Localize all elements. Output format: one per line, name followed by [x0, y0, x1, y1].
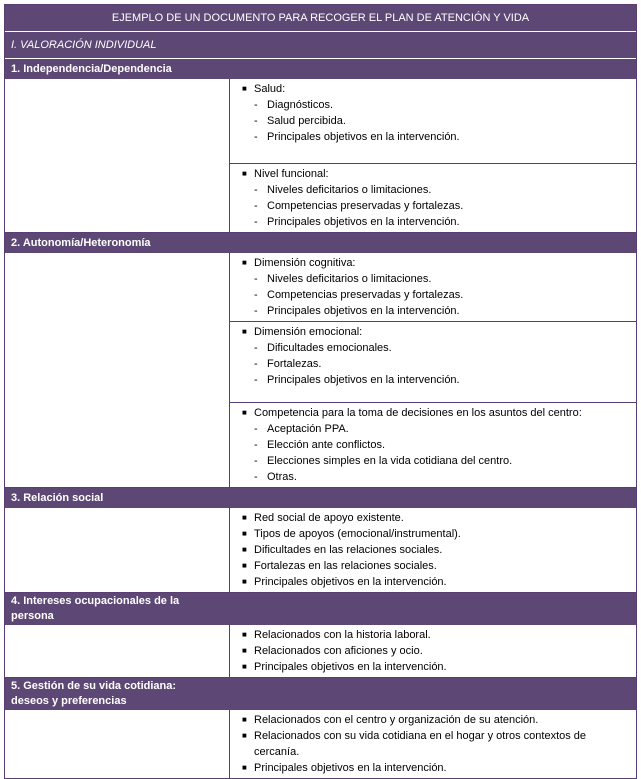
block-decisions: [230, 403, 636, 487]
list-item: Principales objetivos en la intervención.: [254, 661, 447, 673]
empty-cell: [5, 710, 230, 778]
block-head: Competencia para la toma de decisiones en los asuntos del centro:: [254, 407, 582, 419]
dash-icon: -: [254, 99, 258, 111]
dash-icon: -: [254, 131, 258, 143]
section-content-1: [230, 79, 636, 232]
dash-icon: -: [254, 358, 258, 370]
list-item: Elecciones simples en la vida cotidiana del centro.: [267, 455, 513, 467]
bullet-square-icon: ■: [242, 84, 247, 93]
list-item: Aceptación PPA.: [267, 423, 349, 435]
list-item: Relacionados con su vida cotidiana en el hogar y otros contextos de cercanía.: [254, 730, 587, 758]
bullet-square-icon: ■: [242, 545, 247, 554]
block-health: [230, 79, 636, 164]
bullet-square-icon: ■: [242, 577, 247, 586]
bullet-square-icon: ■: [242, 258, 247, 267]
bullet-square-icon: ■: [242, 731, 247, 740]
block-head: Dimensión cognitiva:: [254, 257, 356, 269]
block-head: Salud:: [254, 83, 286, 95]
section-content-2: [230, 253, 636, 487]
list-item: Tipos de apoyos (emocional/instrumental).: [254, 528, 461, 540]
section-content-4: [230, 625, 636, 677]
dash-icon: -: [254, 471, 258, 483]
dash-icon: -: [254, 273, 258, 285]
section-heading-1: 1. Independencia/Dependencia: [5, 59, 636, 79]
list-item: Niveles deficitarios o limitaciones.: [267, 184, 432, 196]
list-item: Principales objetivos en la intervención.: [254, 576, 447, 588]
bullet-square-icon: ■: [242, 408, 247, 417]
list-item: Relacionados con la historia laboral.: [254, 629, 431, 641]
list-item: Relacionados con aficiones y ocio.: [254, 645, 423, 657]
list-item: Competencias preservadas y fortalezas.: [267, 200, 464, 212]
care-plan-table: [4, 4, 637, 779]
list-item: Principales objetivos en la intervención.: [267, 374, 460, 386]
dash-icon: -: [254, 115, 258, 127]
list-item: Principales objetivos en la intervención.: [267, 305, 460, 317]
list-item: Fortalezas.: [267, 358, 322, 370]
dash-icon: -: [254, 305, 258, 317]
bullet-square-icon: ■: [242, 327, 247, 336]
list-item: Elección ante conflictos.: [267, 439, 386, 451]
empty-cell: [5, 508, 230, 592]
bullet-square-icon: ■: [242, 529, 247, 538]
list-item: Niveles deficitarios o limitaciones.: [267, 273, 432, 285]
list-item: Relacionados con el centro y organización de su atención.: [254, 714, 539, 726]
section-content-3: [230, 508, 636, 592]
list-item: Dificultades emocionales.: [267, 342, 392, 354]
empty-cell: [5, 253, 230, 487]
section-heading-3: 3. Relación social: [5, 488, 636, 508]
bullet-square-icon: ■: [242, 763, 247, 772]
dash-icon: -: [254, 455, 258, 467]
section-subtitle: I. VALORACIÓN INDIVIDUAL: [5, 32, 636, 59]
block-emotional: [230, 322, 636, 403]
list-item: Principales objetivos en la intervención.: [267, 131, 460, 143]
dash-icon: -: [254, 439, 258, 451]
list-item: Fortalezas en las relaciones sociales.: [254, 560, 437, 572]
block-cognitive: [230, 253, 636, 322]
list-item: Principales objetivos en la intervención.: [254, 762, 447, 774]
bullet-square-icon: ■: [242, 646, 247, 655]
bullet-square-icon: ■: [242, 630, 247, 639]
block-head: Nivel funcional:: [254, 168, 329, 180]
section-content-5: [230, 710, 636, 778]
block-head: Dimensión emocional:: [254, 326, 363, 338]
list-item: Dificultades en las relaciones sociales.: [254, 544, 443, 556]
list-item: Diagnósticos.: [267, 99, 334, 111]
section-heading-4: 4. Intereses ocupacionales de la persona: [5, 593, 222, 625]
list-item: Red social de apoyo existente.: [254, 512, 404, 524]
dash-icon: -: [254, 289, 258, 301]
dash-icon: -: [254, 200, 258, 212]
list-item: Salud percibida.: [267, 115, 346, 127]
dash-icon: -: [254, 374, 258, 386]
section-row-4: [5, 625, 636, 678]
list-item: Competencias preservadas y fortalezas.: [267, 289, 464, 301]
dash-icon: -: [254, 423, 258, 435]
bullet-square-icon: ■: [242, 169, 247, 178]
section-row-1: [5, 79, 636, 233]
section-heading-5: 5. Gestión de su vida cotidiana: deseos y preferencias: [5, 678, 222, 710]
section-row-2: [5, 253, 636, 488]
list-item: Principales objetivos en la intervención.: [267, 216, 460, 228]
document-title: EJEMPLO DE UN DOCUMENTO PARA RECOGER EL PLAN DE ATENCIÓN Y VIDA: [5, 5, 636, 32]
bullet-square-icon: ■: [242, 662, 247, 671]
dash-icon: -: [254, 216, 258, 228]
dash-icon: -: [254, 342, 258, 354]
bullet-square-icon: ■: [242, 715, 247, 724]
section-row-3: [5, 508, 636, 593]
section-heading-2: 2. Autonomía/Heteronomía: [5, 233, 636, 253]
block-functional: [230, 164, 636, 232]
empty-cell: [5, 625, 230, 677]
list-item: Otras.: [267, 471, 297, 483]
empty-cell: [5, 79, 230, 232]
section-row-5: [5, 710, 636, 778]
dash-icon: -: [254, 184, 258, 196]
bullet-square-icon: ■: [242, 561, 247, 570]
bullet-square-icon: ■: [242, 513, 247, 522]
